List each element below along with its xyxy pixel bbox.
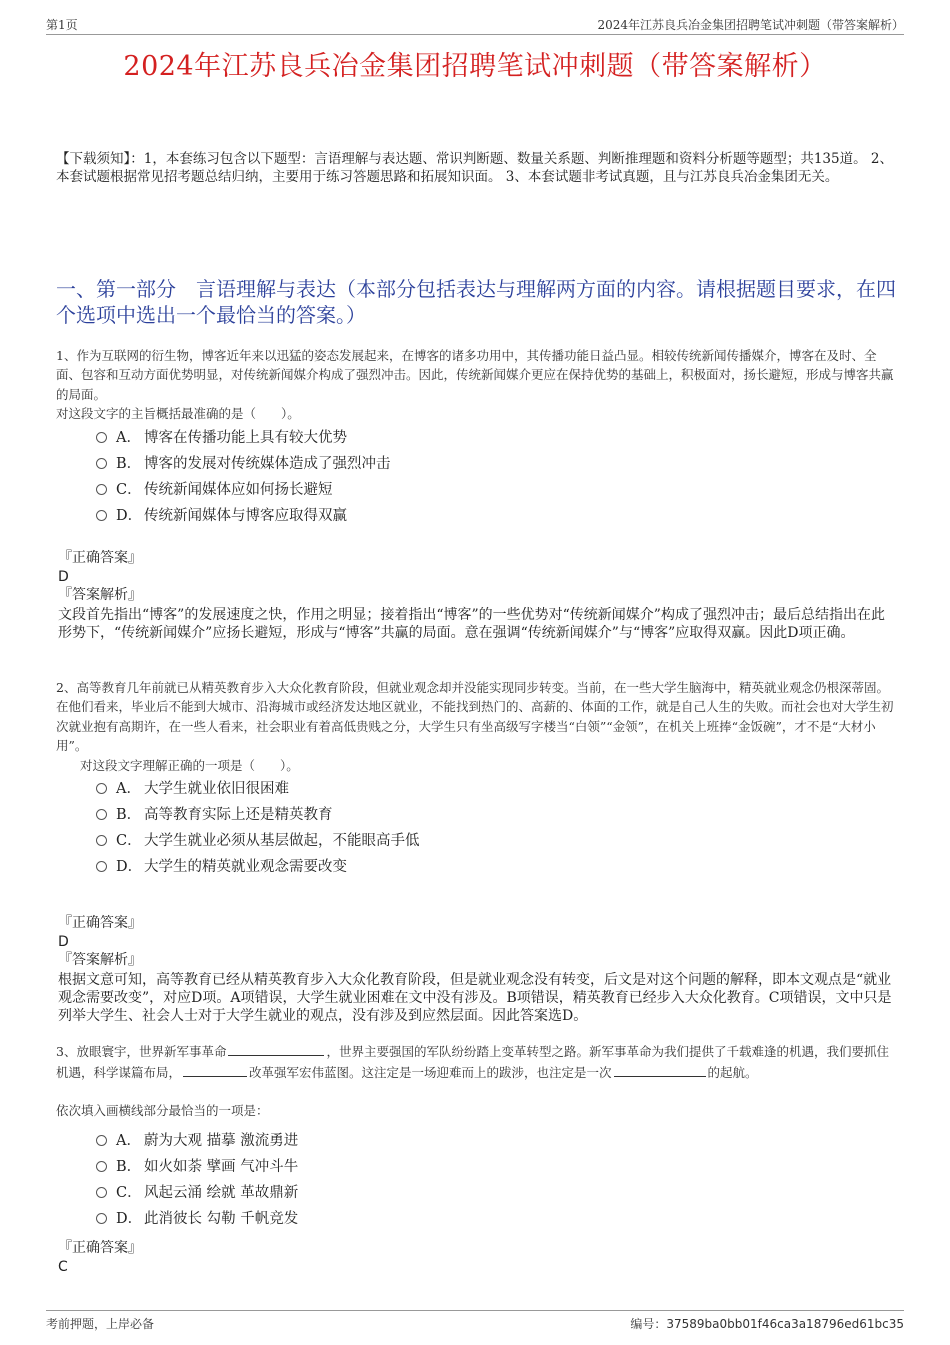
question-1-answer — [58, 549, 898, 642]
question-3-answer — [58, 1239, 898, 1276]
option-b[interactable]: B． 高等教育实际上还是精英教育 — [96, 802, 420, 828]
radio-icon[interactable] — [96, 1187, 107, 1198]
option-b[interactable]: B． 如火如荼 擘画 气冲斗牛 — [96, 1154, 298, 1180]
analysis-text: 文段首先指出“博客”的发展速度之快，作用之明显；接着指出“博客”的一些优势对“传统新闻媒介”构成了强烈冲击；最后总结指出在此形势下，“传统新闻媒介”应扬长避短，形成与“博客”共赢的局面。意在强调“传统新闻媒介”与“博客”应取得双赢。因此D项正确。 — [58, 606, 885, 641]
document-title: 2024年江苏良兵冶金集团招聘笔试冲刺题（带答案解析） — [123, 51, 827, 82]
question-stem: 1、作为互联网的衍生物，博客近年来以迅猛的姿态发展起来，在博客的诸多功用中，其传播功能日益凸显。相较传统新闻传播媒介，博客在及时、全面、包容和互动方面优势明显，对传统新闻媒介构成了强烈冲击。因此，传统新闻媒介更应在保持优势的基础上，积极面对，扬长避短，形成与博客共赢的局面。 — [56, 348, 894, 402]
question-2-answer — [58, 914, 898, 1025]
radio-icon[interactable] — [96, 458, 107, 469]
question-ask: 对这段文字的主旨概括最准确的是（ ）。 — [56, 406, 300, 422]
footer-slogan: 考前押题，上岸必备 — [46, 1317, 155, 1331]
option-c[interactable]: C． 大学生就业必须从基层做起，不能眼高手低 — [96, 828, 420, 854]
question-3 — [56, 1041, 900, 1121]
page-header — [46, 14, 904, 35]
radio-icon[interactable] — [96, 1161, 107, 1172]
fill-blank-1[interactable] — [228, 1043, 324, 1056]
page-number: 第1页 — [46, 18, 78, 32]
answer-label: 『正确答案』 — [58, 1240, 142, 1256]
radio-icon[interactable] — [96, 861, 107, 872]
option-c[interactable]: C． 风起云涌 绘就 革故鼎新 — [96, 1180, 298, 1206]
question-stem: 3、放眼寰宇，世界新军事革命 ，世界主要强国的军队纷纷踏上变革转型之路。新军事革命为我们提供了千载难逢的机遇，我们要抓住机遇，科学谋篇布局， 改革强军宏伟蓝图。这注定是一场迎难而上的跋涉，也注定是一次 的起航。 — [56, 1044, 889, 1081]
page-footer — [46, 1310, 904, 1332]
answer-value: C — [58, 1259, 68, 1276]
option-b[interactable]: B． 博客的发展对传统媒体造成了强烈冲击 — [96, 451, 391, 477]
option-d[interactable]: D． 此消彼长 勾勒 千帆竞发 — [96, 1206, 298, 1232]
section-heading: 一、第一部分 言语理解与表达（本部分包括表达与理解两方面的内容。请根据题目要求，在四个选项中选出一个最恰当的答案。） — [56, 277, 896, 327]
radio-icon[interactable] — [96, 835, 107, 846]
question-1 — [56, 346, 900, 424]
radio-icon[interactable] — [96, 1213, 107, 1224]
analysis-label: 『答案解析』 — [58, 952, 142, 969]
analysis-label: 『答案解析』 — [58, 587, 142, 604]
answer-value: D — [58, 934, 69, 951]
question-2 — [56, 678, 900, 775]
answer-value: D — [58, 569, 69, 586]
header-doc-title: 2024年江苏良兵冶金集团招聘笔试冲刺题（带答案解析） — [597, 18, 904, 32]
analysis-text: 根据文意可知，高等教育已经从精英教育步入大众化教育阶段，但是就业观念没有转变，后文是对这个问题的解释，即本文观点是“就业观念需要改变”，对应D项。A项错误，大学生就业困难在文中没有涉及。B项错误，精英教育已经步入大众化教育。C项错误，文中只是列举大学生、社会人士对于大学生就业的观点，没有涉及到应然层面。因此答案选D。 — [58, 971, 892, 1024]
option-a[interactable]: A． 蔚为大观 描摹 激流勇进 — [96, 1128, 298, 1154]
radio-icon[interactable] — [96, 1135, 107, 1146]
radio-icon[interactable] — [96, 510, 107, 521]
answer-label: 『正确答案』 — [58, 550, 142, 566]
option-a[interactable]: A． 博客在传播功能上具有较大优势 — [96, 425, 391, 451]
question-3-options — [96, 1128, 298, 1232]
radio-icon[interactable] — [96, 783, 107, 794]
question-ask: 依次填入画横线部分最恰当的一项是： — [56, 1102, 269, 1118]
radio-icon[interactable] — [96, 809, 107, 820]
document-code: 编号：37589ba0bb01f46ca3a18796ed61bc35 — [630, 1317, 904, 1331]
option-d[interactable]: D． 大学生的精英就业观念需要改变 — [96, 854, 420, 880]
option-d[interactable]: D． 传统新闻媒体与博客应取得双赢 — [96, 503, 391, 529]
question-1-options — [96, 425, 391, 529]
radio-icon[interactable] — [96, 484, 107, 495]
fill-blank-2[interactable] — [183, 1064, 247, 1077]
answer-label: 『正确答案』 — [58, 915, 142, 931]
question-ask: 对这段文字理解正确的一项是（ ）。 — [80, 757, 299, 773]
radio-icon[interactable] — [96, 432, 107, 443]
question-2-options — [96, 776, 420, 880]
fill-blank-3[interactable] — [614, 1064, 706, 1077]
question-stem: 2、高等教育几年前就已从精英教育步入大众化教育阶段，但就业观念却并没能实现同步转变。当前，在一些大学生脑海中，精英就业观念仍根深蒂固。在他们看来，毕业后不能到大城市、沿海城市或经济发达地区就业，不能找到热门的、高薪的、体面的工作，就是自己人生的失败。而社会也对大学生初次就业抱有高期许，在一些人看来，社会职业有着高低贵贱之分，大学生只有坐高级写字楼当“白领”“金领”，在机关上班捧“金饭碗”，才不是“大材小用”。 — [56, 680, 894, 754]
option-a[interactable]: A． 大学生就业依旧很困难 — [96, 776, 420, 802]
download-notice: 【下载须知】：1，本套练习包含以下题型：言语理解与表达题、常识判断题、数量关系题、判断推理题和资料分析题等题型；共135道。 2、本套试题根据常见招考题总结归纳，主要用于练习答题思路和拓展知识面。 3、本套试题非考试真题，且与江苏良兵冶金集团无关。 — [56, 151, 893, 186]
option-c[interactable]: C． 传统新闻媒体应如何扬长避短 — [96, 477, 391, 503]
